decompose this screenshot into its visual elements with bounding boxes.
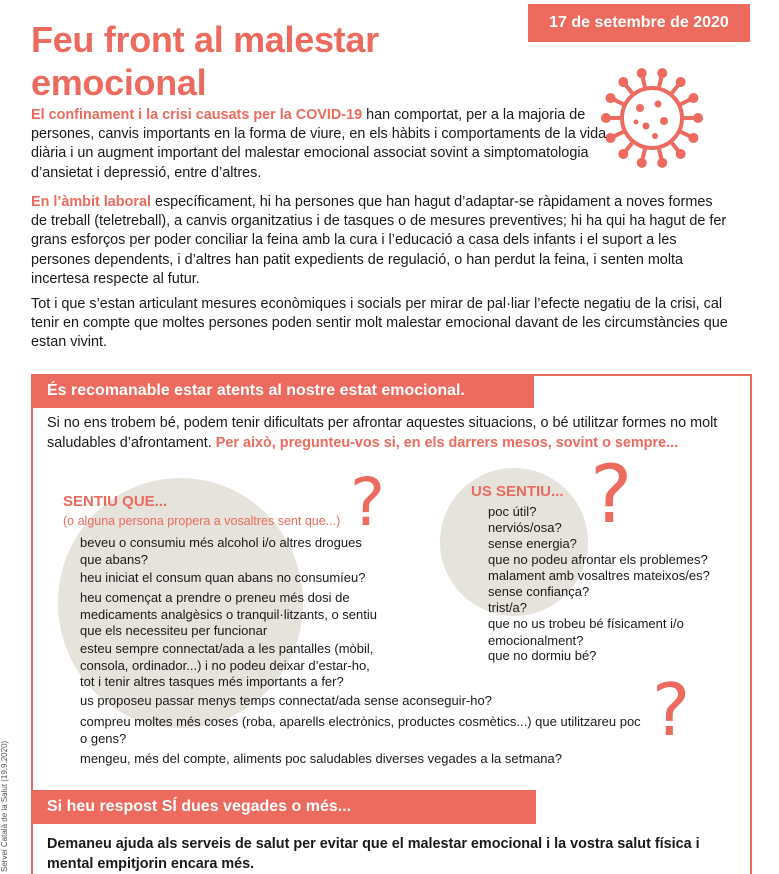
date-badge: 17 de setembre de 2020 <box>528 4 750 42</box>
list-item: que no us trobeu bé físicament i/o emocionalment? <box>488 616 684 648</box>
list-item: beveu o consumiu més alcohol i/o altres drogues que abans? <box>80 535 362 567</box>
list-item: que no podeu afrontar els problemes? <box>488 552 708 567</box>
virus-spike-tip <box>657 68 667 78</box>
question-mark-icon: ? <box>590 448 633 541</box>
list-item: poc útil? <box>488 504 537 519</box>
intro-text-2: específicament, hi ha persones que han hagut d’adaptar-se ràpidament a noves formes de treball (teletreball), a canvis organitzatius i de tasques o de mesures preventives; hi ha qui ha hagut de fer grans esforços per poder conciliar la feina amb la cura i l’educació a casa dels infants i el suport a les persones dependents, i d’altres han patit expedients de regulació, o han perdut la feina, i senten molta incertesa respecte al futur. <box>31 194 727 287</box>
section-intro-highlight: Per això, pregunteu-vos si, en els darrers mesos, sovint o sempre... <box>215 435 679 451</box>
list-item: malament amb vosaltres mateixos/es? <box>488 568 710 583</box>
list-item: que no dormiu bé? <box>488 648 597 663</box>
sentiu-subheading: (o alguna persona propera a vosaltres sent que...) <box>63 514 341 528</box>
virus-spike-tip <box>657 158 667 168</box>
question-mark-icon: ? <box>652 668 691 752</box>
virus-spike-tip <box>618 149 628 159</box>
section-intro <box>47 413 747 453</box>
list-item: nerviós/osa? <box>488 520 562 535</box>
virus-spike-tip <box>693 113 703 123</box>
list-item: us proposeu passar menys temps connectat/ada sense aconseguir-ho? <box>80 693 492 708</box>
sentiu-heading: SENTIU QUE... <box>63 493 168 510</box>
page-title: Feu front al malestar emocional <box>31 19 379 103</box>
intro-text-1: han comportat, per a la majoria de persones, canvis importants en la forma de viure, en els hàbits i comportaments de la vida diària i un augment important del malestar emocional associat sovint a simptomatologia d’ansietat i depressió, entre d’altres. <box>31 107 607 181</box>
section-heading-recommendation: És recomanable estar atents al nostre estat emocional. <box>31 374 534 408</box>
intro-paragraph-3: Tot i que s’estan articulant mesures econòmiques i socials per mirar de pal·liar l’efecte negatiu de la crisi, cal tenir en compte que moltes persones poden sentir molt malestar emocional davant de les circumstàncies que estan vivint. <box>31 296 728 351</box>
us-sentiu-heading: US SENTIU... <box>471 483 564 500</box>
list-item: sense energia? <box>488 536 577 551</box>
list-item: compreu moltes més coses (roba, aparells electrònics, productes cosmètics...) que utilitzareu poc o gens? <box>80 714 641 746</box>
section-heading-action: Si heu respost SÍ dues vegades o més... <box>31 790 536 824</box>
virus-spike-tip <box>618 77 628 87</box>
virus-spike-tip <box>606 93 616 103</box>
section-intro-text: Si no ens trobem bé, podem tenir dificultats per afrontar aquestes situacions, o bé utilitzar formes no molt saludables d’afrontament. <box>47 415 718 451</box>
virus-spike-tip <box>637 68 647 78</box>
virus-spike-tip <box>688 93 698 103</box>
list-item: heu iniciat el consum quan abans no consumíeu? <box>80 570 366 585</box>
virus-spike-tip <box>676 77 686 87</box>
intro-paragraph-2 <box>31 193 731 289</box>
list-item: sense confiança? <box>488 584 590 599</box>
list-item: trist/a? <box>488 600 528 615</box>
footnote: Servei Català de la Salut (19.9.2020) <box>0 740 9 872</box>
virus-spike-tip <box>676 149 686 159</box>
virus-spike-tip <box>688 133 698 143</box>
intro-paragraph-1 <box>31 106 616 183</box>
list-item: mengeu, més del compte, aliments poc saludables diverses vegades a la setmana? <box>80 751 562 766</box>
list-item: heu començat a prendre o preneu més dosi de medicaments analgèsics o tranquil·litzants, o sentiu que els necessiteu per funcionar <box>80 590 377 638</box>
call-to-action: Demaneu ajuda als serveis de salut per evitar que el malestar emocional i la vostra salut física i mental empitjorin encara més. <box>47 836 700 872</box>
intro-highlight-2: En l’àmbit laboral <box>31 194 151 210</box>
question-mark-icon: ? <box>350 464 386 541</box>
intro-highlight-1: El confinament i la crisi causats per la COVID-19 <box>31 107 363 123</box>
list-item: esteu sempre connectat/ada a les pantalles (mòbil, consola, ordinador...) i no podeu deixar d’estar-ho, tot i tenir altres tasques més importants a fer? <box>80 641 374 689</box>
virus-spike-tip <box>637 158 647 168</box>
